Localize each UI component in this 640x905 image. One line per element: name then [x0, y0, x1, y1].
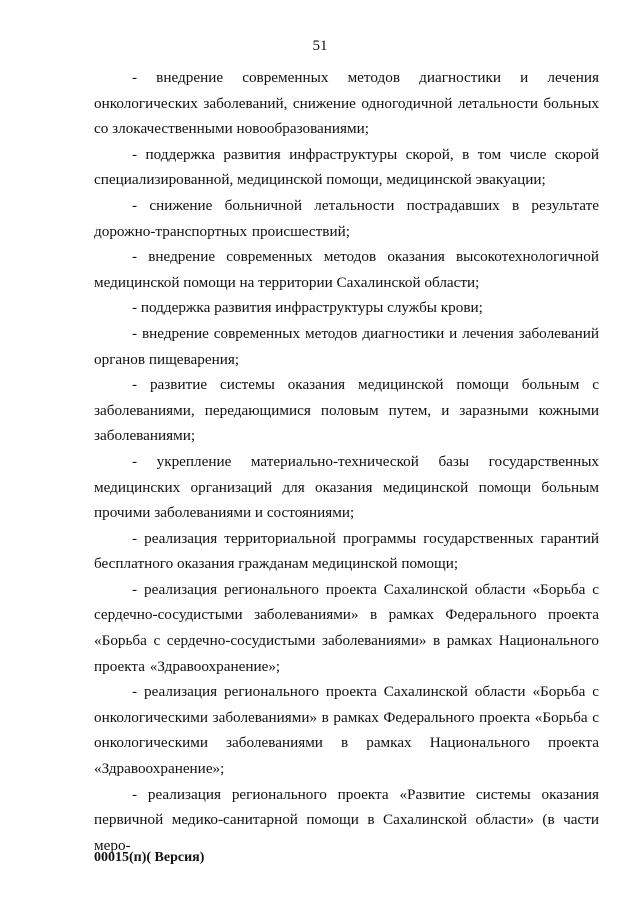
paragraph-ambulance-infrastructure: - поддержка развития инфраструктуры скорой, в том числе скорой специализированной, медицинской помощи, медицинской эвакуации;: [94, 145, 599, 189]
paragraph-primary-care-project: - реализация регионального проекта «Развитие системы оказания первичной медико-санитарной помощи в Сахалинской области» (в части меро-: [94, 785, 599, 854]
paragraph-sti-skin-diseases: - развитие системы оказания медицинской помощи больным с заболеваниями, передающимися половым путем, и заразными кожными заболеваниями;: [94, 376, 599, 445]
footer-code-number: 00015(п): [94, 850, 147, 865]
paragraph-oncology-diagnostics: - внедрение современных методов диагностики и лечения онкологических заболеваний, снижение одногодичной летальности больных со злокачественными новообразованиями;: [94, 69, 599, 138]
document-footer-code: [94, 849, 204, 867]
paragraph-material-base: - укрепление материально-технической базы государственных медицинских организаций для оказания медицинской помощи больным прочими заболеваниями и состояниями;: [94, 452, 599, 522]
paragraph-territorial-program: - реализация территориальной программы государственных гарантий бесплатного оказания гражданам медицинской помощи;: [94, 529, 599, 573]
footer-version: ( Версия): [146, 850, 205, 865]
document-body: [94, 65, 599, 858]
page-number: 51: [312, 38, 328, 54]
paragraph-blood-service: - поддержка развития инфраструктуры службы крови;: [132, 299, 483, 317]
paragraph-oncology-project: - реализация регионального проекта Сахалинской области «Борьба с онкологическими заболеваниями» в рамках Федерального проекта «Борьба с онкологическими заболеваниями в рамках Национального проекта «Здравоохранение»;: [94, 683, 599, 778]
paragraph-high-tech-care: - внедрение современных методов оказания высокотехнологичной медицинской помощи на территории Сахалинской области;: [94, 248, 599, 291]
paragraph-road-accident-mortality: - снижение больничной летальности пострадавших в результате дорожно-транспортных происшествий;: [94, 196, 599, 240]
paragraph-cardiovascular-project: - реализация регионального проекта Сахалинской области «Борьба с сердечно-сосудистыми заболеваниями» в рамках Федерального проекта «Борьба с сердечно-сосудистыми заболеваниями» в рамках Национального проекта «Здравоохранение»;: [94, 580, 599, 675]
paragraph-digestive-diseases: - внедрение современных методов диагностики и лечения заболеваний органов пищеварения;: [94, 324, 599, 368]
